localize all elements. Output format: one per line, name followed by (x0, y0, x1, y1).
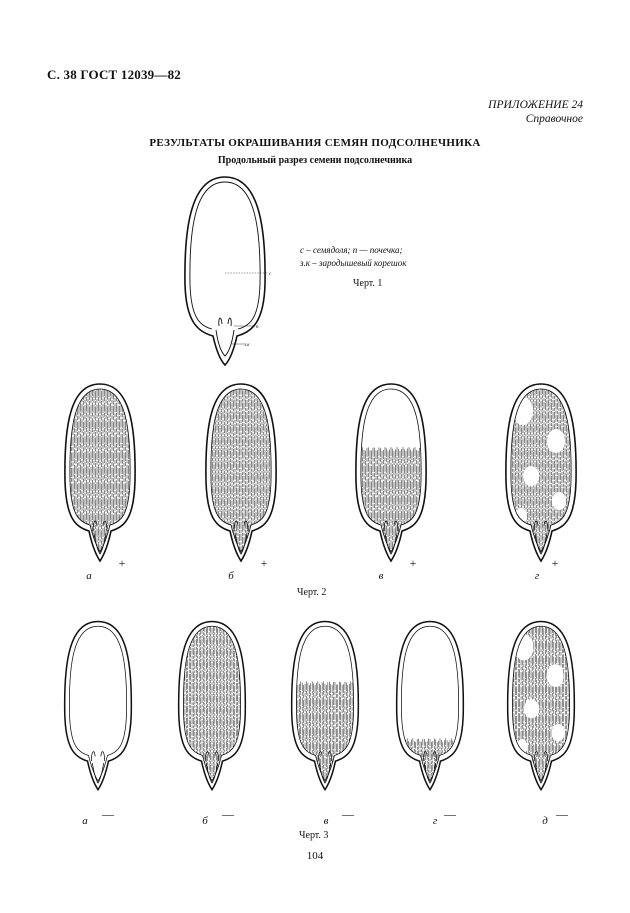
legend-line-1: с – семядоля; п — почечка; (300, 245, 403, 255)
label-zk: з.к (244, 343, 250, 348)
appendix-subtitle: Справочное (525, 113, 583, 125)
fig2-seed-v (351, 381, 431, 567)
appendix-title: ПРИЛОЖЕНИЕ 24 (488, 99, 583, 111)
fig3-sign-b: — (222, 807, 234, 821)
fig1-legend (300, 244, 470, 270)
fig3-sign-v: — (342, 807, 354, 821)
fig2-letter-v: в (378, 570, 384, 582)
fig3-seed-a (60, 609, 136, 805)
fig1-caption: Черт. 1 (353, 278, 383, 289)
fig3-letter-b: б (202, 815, 208, 827)
fig3-letter-g: г (432, 815, 438, 827)
fig2-sign-a: + (118, 556, 126, 570)
fig3-caption: Черт. 3 (299, 830, 329, 841)
fig3-seed-b (174, 609, 250, 805)
fig3-sign-a: — (102, 807, 114, 821)
fig1-seed-section (180, 174, 270, 370)
fig2-seed-g (501, 381, 581, 567)
appendix-block (488, 98, 583, 126)
section-subtitle: Продольный разрез семени подсолнечника (217, 155, 413, 166)
legend-line-2: з.к – зародышевый корешок (300, 258, 407, 268)
fig2-sign-v: + (409, 556, 417, 570)
fig3-seed-g (392, 609, 468, 805)
fig2-seed-b (201, 381, 281, 567)
fig3-seed-v (287, 609, 363, 805)
label-c: с (269, 272, 272, 277)
fig3-letter-v: в (323, 815, 329, 827)
page-number: 104 (306, 850, 324, 862)
fig2-sign-g: + (551, 556, 559, 570)
fig3-letter-a: а (82, 815, 88, 827)
label-p: п (256, 325, 259, 330)
section-title: РЕЗУЛЬТАТЫ ОКРАШИВАНИЯ СЕМЯН ПОДСОЛНЕЧНИКА (149, 137, 481, 149)
fig2-caption: Черт. 2 (297, 587, 327, 598)
fig2-letter-b: б (228, 570, 234, 582)
fig2-letter-a: а (86, 570, 92, 582)
fig2-seed-a (60, 381, 140, 567)
fig3-letter-d: д (542, 815, 548, 827)
fig3-seed-d (503, 609, 579, 805)
page-header: С. 38 ГОСТ 12039—82 (47, 67, 181, 82)
fig2-sign-b: + (260, 556, 268, 570)
fig3-sign-g: — (444, 807, 456, 821)
fig3-sign-d: — (556, 807, 568, 821)
fig2-letter-g: г (534, 570, 540, 582)
